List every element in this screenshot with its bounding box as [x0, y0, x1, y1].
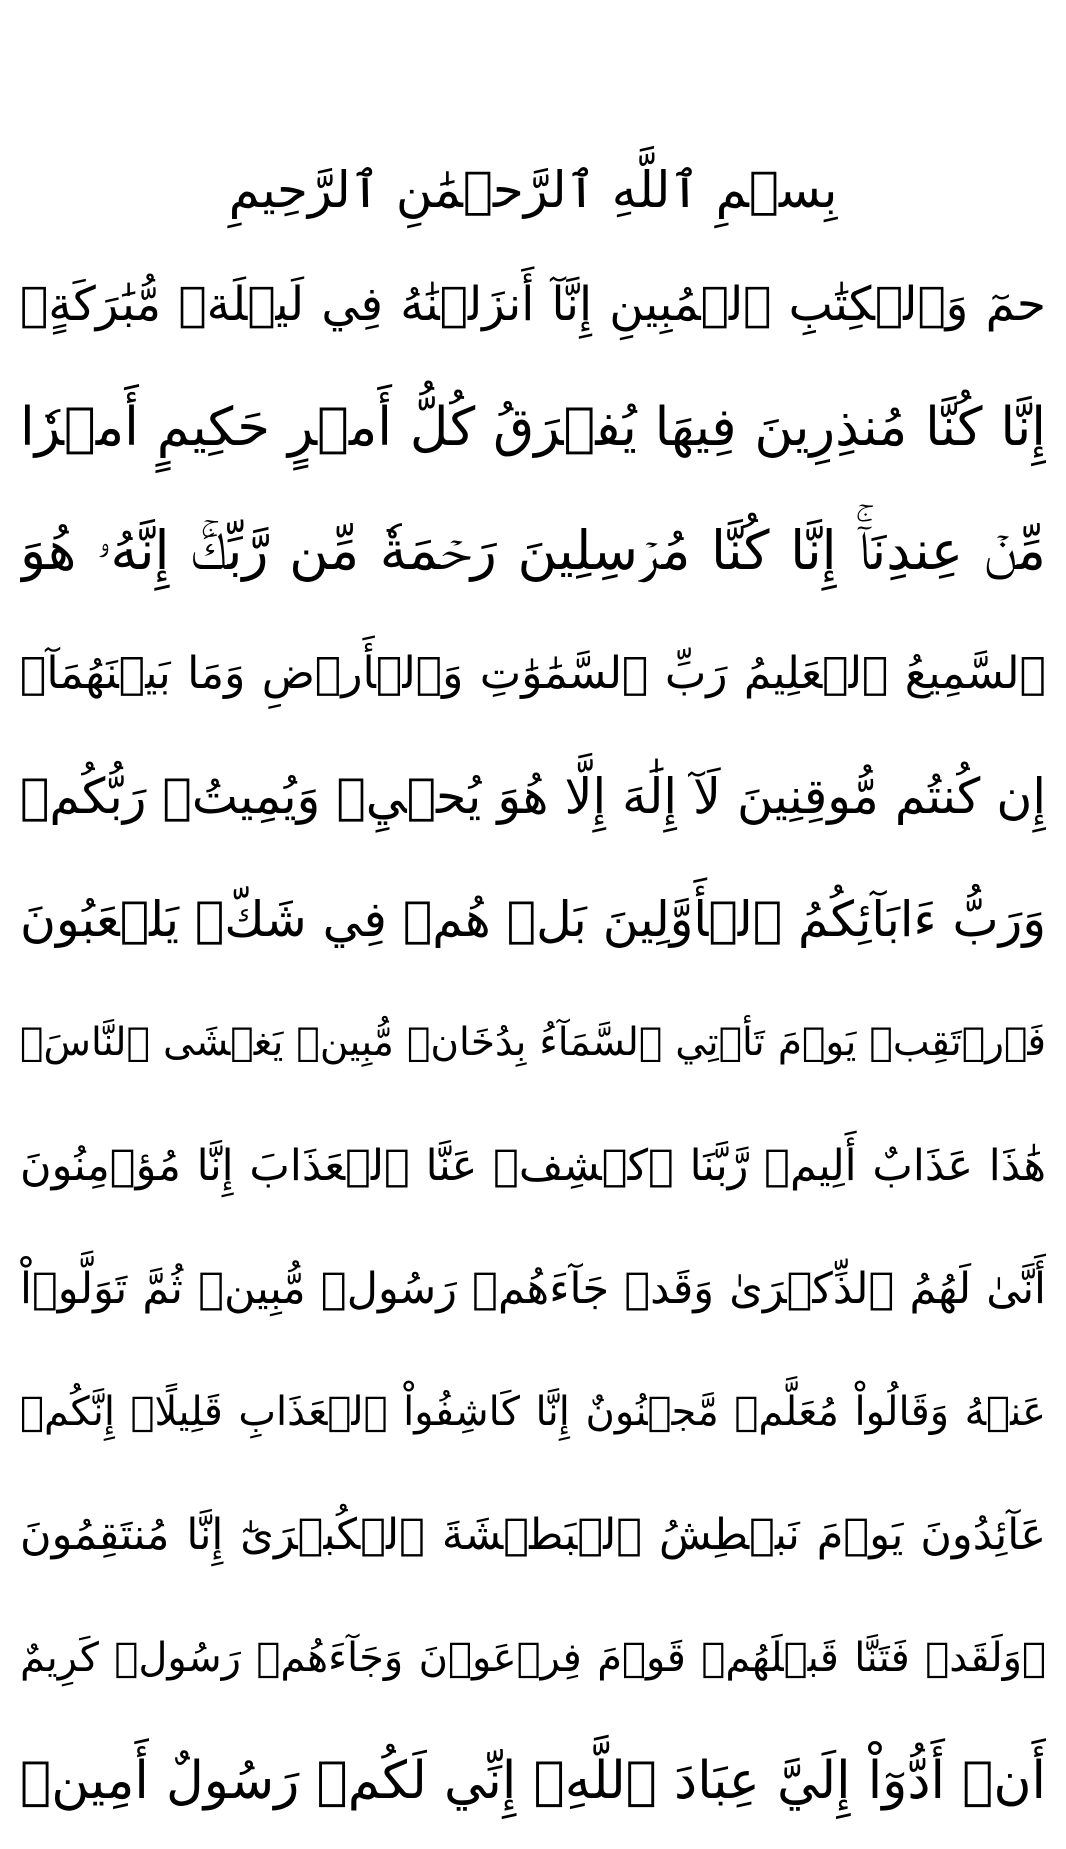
verse-line: مِّنۡ عِندِنَآۚ إِنَّا كُنَّا مُرۡسِلِينَ رَحۡمَةٗ مِّن رَّبِّكَۚ إِنَّهُۥ هُوَ: [20, 519, 1046, 582]
verse-line: ۞وَلَقَدۡ فَتَنَّا قَبۡلَهُمۡ قَوۡمَ فِرۡعَوۡنَ وَجَآءَهُمۡ رَسُولٞ كَرِيمٌ: [20, 1635, 1046, 1681]
verse-line: ٱلسَّمِيعُ ٱلۡعَلِيمُ رَبِّ ٱلسَّمَٰوَٰتِ وَٱلۡأَرۡضِ وَمَا بَيۡنَهُمَآۖ: [20, 648, 1046, 699]
verse-line: إِن كُنتُم مُّوقِنِينَ لَآ إِلَٰهَ إِلَّا هُوَ يُحۡيِۦ وَيُمِيتُۖ رَبُّكُمۡ: [20, 768, 1046, 825]
verse-line: إِنَّا كُنَّا مُنذِرِينَ فِيهَا يُفۡرَقُ كُلُّ أَمۡرٍ حَكِيمٍ أَمۡرٗا: [20, 397, 1046, 458]
verse-line: أَنۡ أَدُّوٓاْ إِلَيَّ عِبَادَ ٱللَّهِۖ إِنِّي لَكُمۡ رَسُولٌ أَمِينٞ: [20, 1751, 1046, 1811]
verse-line: هَٰذَا عَذَابٌ أَلِيمٞ رَّبَّنَا ٱكۡشِفۡ عَنَّا ٱلۡعَذَابَ إِنَّا مُؤۡمِنُونَ: [20, 1141, 1046, 1191]
basmala-heading: بِسۡمِ ٱللَّهِ ٱلرَّحۡمَٰنِ ٱلرَّحِيمِ: [228, 161, 838, 219]
verse-lines: [20, 250, 1046, 1849]
verse-line: عَآئِدُونَ يَوۡمَ نَبۡطِشُ ٱلۡبَطۡشَةَ ٱلۡكُبۡرَىٰٓ إِنَّا مُنتَقِمُونَ: [20, 1510, 1046, 1560]
verse-line: حمٓ وَٱلۡكِتَٰبِ ٱلۡمُبِينِ إِنَّآ أَنزَلۡنَٰهُ فِي لَيۡلَةٖ مُّبَٰرَكَةٍۚ: [20, 277, 1046, 332]
verse-line: عَنۡهُ وَقَالُواْ مُعَلَّمٞ مَّجۡنُونٌ إِنَّا كَاشِفُواْ ٱلۡعَذَابِ قَلِيلًاۚ إِنَّكُمۡ: [20, 1389, 1046, 1435]
verse-line: وَرَبُّ ءَابَآئِكُمُ ٱلۡأَوَّلِينَ بَلۡ هُمۡ فِي شَكّٖ يَلۡعَبُونَ: [20, 891, 1046, 948]
verse-line: فَٱرۡتَقِبۡ يَوۡمَ تَأۡتِي ٱلسَّمَآءُ بِدُخَانٖ مُّبِينٖ يَغۡشَى ٱلنَّاسَۖ: [20, 1020, 1046, 1065]
verse-line: أَنَّىٰ لَهُمُ ٱلذِّكۡرَىٰ وَقَدۡ جَآءَهُمۡ رَسُولٞ مُّبِينٞ ثُمَّ تَوَلَّوۡاْ: [20, 1264, 1046, 1314]
